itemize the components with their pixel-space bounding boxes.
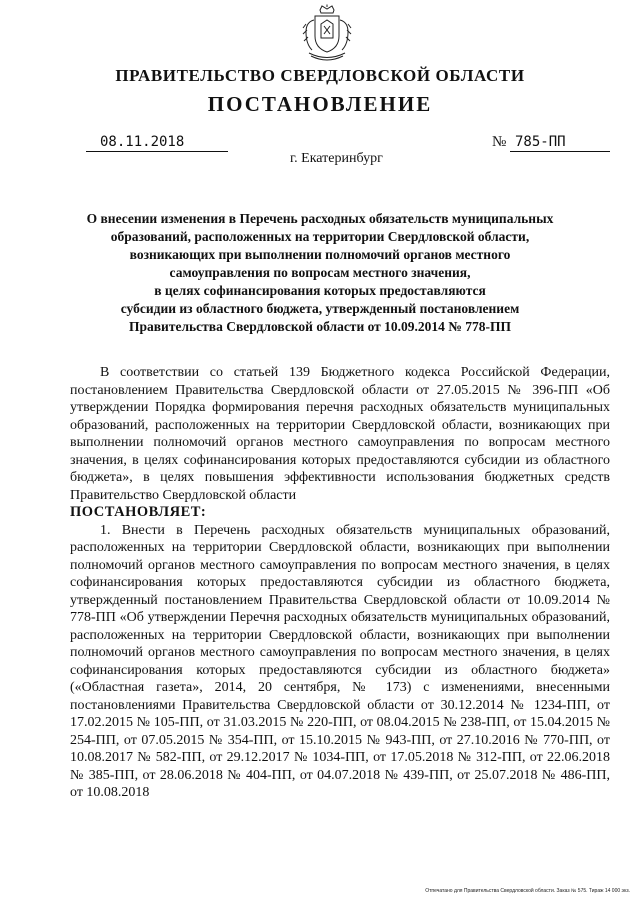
- city-name: г. Екатеринбург: [290, 151, 383, 166]
- document-type: ПОСТАНОВЛЕНИЕ: [207, 92, 433, 116]
- number-sign: №: [492, 134, 507, 150]
- number-underline: [510, 151, 610, 152]
- decree-heading: ПОСТАНОВЛЯЕТ:: [70, 504, 207, 520]
- document-body: [70, 364, 610, 802]
- document-title: [40, 210, 600, 336]
- document-number: 785-ПП: [515, 134, 566, 150]
- preamble-paragraph: В соответствии со статьей 139 Бюджетного кодекса Российской Федерации, постановлением Правительства Свердловской области от 27.05.2015 № 396-ПП «Об утверждении Порядка формирования перечня расходных обязательств муниципальных образований, расположенных на территории Свердловской области, возникающих при выполнении полномочий органов местного самоуправления по вопросам местного значения, в целях софинансирования которых предоставляются субсидии из областного бюджета», в целях повышения эффективности использования бюджетных средств Правительство Свердловской области: [70, 365, 610, 503]
- date-underline: [86, 151, 228, 152]
- item-1-paragraph: 1. Внести в Перечень расходных обязательств муниципальных образований, расположенных на территории Свердловской области, возникающих при выполнении полномочий органов местного самоуправления по вопросам местного значения, в целях софинансирования которых предоставляются субсидии из областного бюджета, утвержденный постановлением Правительства Свердловской области от 10.09.2014 № 778-ПП «Об утверждении Перечня расходных обязательств муниципальных образований, расположенных на территории Свердловской области, возникающих при выполнении полномочий органов местного самоуправления по вопросам местного значения, в целях софинансирования которых предоставляются субсидии из областного бюджета» («Областная газета», 2014, 20 сентября, № 173) с изменениями, внесенными постановлениями Правительства Свердловской области от 30.12.2014 № 1234-ПП, от 17.02.2015 № 105-ПП, от 31.03.2015 № 220-ПП, от 08.04.2015 № 238-ПП, от 15.04.2015 № 254-ПП, от 07.05.2015 № 354-ПП, от 15.10.2015 № 943-ПП, от 27.10.2016 № 770-ПП, от 10.08.2017 № 582-ПП, от 29.12.2017 № 1034-ПП, от 17.05.2018 № 312-ПП, от 22.06.2018 № 385-ПП, от 28.06.2018 № 404-ПП, от 04.07.2018 № 439-ПП, от 25.07.2018 № 486-ПП, от 10.08.2018: [70, 522, 610, 800]
- title-line: Правительства Свердловской области от 10.09.2014 № 778-ПП: [129, 319, 511, 334]
- title-line: самоуправления по вопросам местного значения,: [169, 265, 471, 280]
- document-date: 08.11.2018: [100, 134, 185, 150]
- title-line: субсидии из областного бюджета, утвержденный постановлением: [120, 301, 520, 316]
- title-line: в целях софинансирования которых предоставляются: [154, 283, 486, 298]
- title-line: возникающих при выполнении полномочий органов местного: [129, 247, 511, 262]
- coat-of-arms-emblem: [300, 4, 354, 64]
- print-footer: Отпечатано для Правительства Свердловской области. Заказ № 575. Тираж 14 000 экз.: [425, 888, 630, 894]
- government-name: ПРАВИТЕЛЬСТВО СВЕРДЛОВСКОЙ ОБЛАСТИ: [115, 66, 525, 85]
- title-line: образований, расположенных на территории Свердловской области,: [110, 229, 530, 244]
- title-line: О внесении изменения в Перечень расходных обязательств муниципальных: [86, 211, 554, 226]
